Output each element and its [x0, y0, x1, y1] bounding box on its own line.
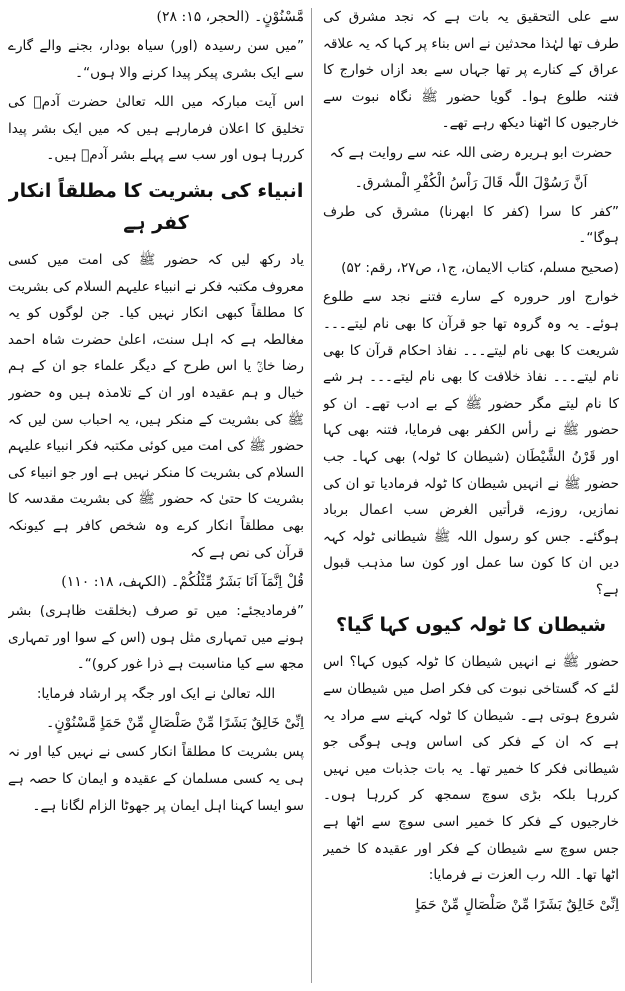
section-heading: شیطان کا ٹولہ کیوں کہا گیا؟ [335, 614, 607, 637]
section-heading: انبیاء کی بشریت کا مطلقاً انکار کفر ہے [8, 179, 304, 234]
column-divider [311, 8, 312, 983]
paragraph: پس بشریت کا مطلقاً انکار کسی نے نہیں کیا اور نہ ہی یہ کسی مسلمان کے عقیدہ و ایمان کا حصہ ہے سو ایسا کہنا اہل ایمان پر جھوٹا الزام لگانا ہے۔ [8, 744, 304, 814]
arabic-verse-end: مَّسْنُوْنٍ۔ (الحجر، ۱۵: ۲۸) [156, 9, 304, 25]
arabic-verse: اِنِّیْ خَالِقٌ بَشَرًا مِّنْ صَلْصَالٍ مِّنْ حَمَاٍ [415, 896, 619, 913]
paragraph: یاد رکھ لیں کہ حضور ﷺ کی امت میں کسی معروف مکتبہ فکر نے انبیاء علیہم السلام کی بشریت کا مطلقاً کبھی انکار نہیں کیا۔ جن لوگوں کو یہ مغالطہ ہے کہ اہل سنت، اعلیٰ حضرت شاہ احمد رضا خانؒ یا اس طرح کے دیگر علماء جو ان کے ہم خیال و ہم عقیدہ اور ان کے تلامذہ ہیں وہ حضور ﷺ کی بشریت کے منکر ہیں، یہ احباب سن لیں کہ حضور ﷺ کی امت میں کوئی مکتبہ فکر انبیاء علیہم السلام کی بشریت کا منکر نہیں ہے اور جو انبیاء کی بشریت کا حتیٰ کہ حضور ﷺ کی بشریت مقدسہ کا بھی مطلقاً انکار کرے وہ شخص کافر ہے کیونکہ قرآن کی نص ہے کہ [8, 251, 304, 561]
paragraph: حضور ﷺ نے انہیں شیطان کا ٹولہ کیوں کہا؟ اس لئے کہ گستاخی نبوت کی فکر اصل میں شیطان سے شروع ہوتی ہے۔ شیطان کا ٹولہ کہنے سے مراد یہ ہے کہ ان کے فکر کی اساس وہی ہوگی جو شیطانی فکر کا خمیر تھا۔ یہ بات جذبات میں نہیں کررہا بلکہ بڑی سوچ سمجھ کر کررہا ہوں۔ خارجیوں کے فکر کا خمیر اسی سوچ سے اٹھا ہے جس سوچ سے شیطان کے فکر اور عقیدہ کا خمیر اٹھا تھا۔ اللہ رب العزت نے فرمایا: [323, 654, 619, 884]
hadith-reference: (صحیح مسلم، کتاب الایمان، ج۱، ص۲۷، رقم: ۵۲) [341, 259, 619, 276]
left-column [8, 4, 304, 987]
arabic-hadith: اَنَّ رَسُوْلَ اللّٰہ قَالَ رَاْسُ الْکُفْرِ الْمشرق۔ [354, 174, 588, 191]
right-column [323, 4, 619, 987]
arabic-verse: اِنِّیْ خَالِقٌ بَشَرًا مِّنْ صَلْصَالٍ مِّنْ حَمَاٍ مَّسْنُوْنٍ۔ [46, 715, 304, 732]
arabic-verse: قُلْ اِنَّمَآ اَنَا بَشَرٌ مِّثْلُکُمْ۔ (الکہف، ۱۸: ۱۱۰) [61, 574, 304, 591]
paragraph: اللہ تعالیٰ نے ایک اور جگہ پر ارشاد فرمایا: [36, 685, 276, 702]
paragraph: سے علی التحقیق یہ بات ہے کہ نجد مشرق کی طرف تھا لہٰذا محدثین نے اس بناء پر کہا کہ یہ علاقہ عراق کے کنارے پر تھا جہاں سے بعد ازاں خوارج کا فتنہ طلوع ہوا۔ گویا حضور ﷺ نگاہ نبوت سے خارجیوں کا اٹھنا دیکھ رہے تھے۔ [323, 9, 619, 132]
paragraph: خوارج اور حروره کے سارے فتنے نجد سے طلوع ہوئے۔ یہ وہ گروہ تھا جو قرآن کا بھی نام لیتے۔۔۔ شریعت کا بھی نام لیتے۔۔۔ نفاذ احکام قرآن کا بھی نام لیتے۔۔۔ نفاذ خلافت کا بھی نام لیتے۔۔۔ ہر شے کا نام لیتے مگر حضور ﷺ کے بے ادب تھے۔ ان کو حضور ﷺ نے رأس الکفر بھی فرمایا، فتنہ بھی کہا اور قَرْنُ الشَّیْطَان (شیطان کا ٹولہ) بھی کہا۔ جب حضور ﷺ نے انہیں شیطان کا ٹولہ فرمادیا تو ان کی نمازیں، روزے، قرأتیں الغرض سب اعمال برباد ہوگئے۔ جس کو رسول اللہ ﷺ شیطانی ٹولہ کہہ دیں ان کا کون سا عمل اور کون سا مذہب قبول ہے؟ [323, 289, 619, 598]
verse-translation: ”میں سن رسیدہ (اور) سیاہ بودار، بجنے والے گارے سے ایک بشری پیکر پیدا کرنے والا ہوں“۔ [8, 38, 304, 81]
paragraph: اس آیت مبارکہ میں اللہ تعالیٰ حضرت آدمؑ کی تخلیق کا اعلان فرمارہے ہیں کہ میں ایک بشر پیدا کررہا ہوں اور سب سے پہلے بشر آدمؑ ہیں۔ [8, 94, 304, 164]
narration-intro: حضرت ابو ہریرہ رضی اللہ عنہ سے روایت ہے کہ [329, 144, 613, 161]
verse-translation: ”فرمادیجئے: میں تو صرف (بخلقت ظاہری) بشر ہونے میں تمہاری مثل ہوں (اس کے سوا اور تمہاری مجھ سے کیا مناسبت ہے ذرا غور کرو)“۔ [8, 603, 304, 673]
hadith-translation: ”کفر کا سرا (کفر کا ابھرنا) مشرق کی طرف ہوگا“۔ [323, 203, 619, 247]
